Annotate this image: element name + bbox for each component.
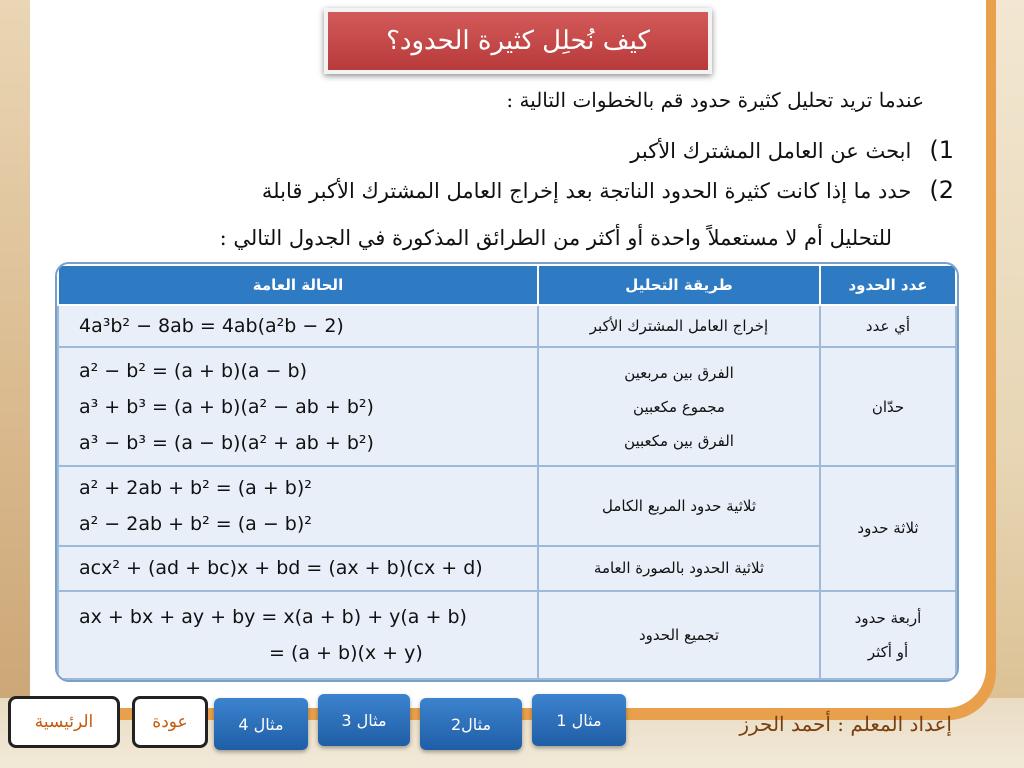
formulas-perfect-square	[58, 466, 538, 546]
step-2-continuation: للتحليل أم لا مستعملاًَ واحدة أو أكثر من الطرائق المذكورة في الجدول التالي :	[219, 226, 892, 250]
step-2-text: حدد ما إذا كانت كثيرة الحدود الناتجة بعد إخراج العامل المشترك الأكبر قابلة	[261, 179, 912, 203]
count-four-line1: أربعة حدود	[854, 608, 922, 627]
formulas-grouping	[58, 591, 538, 680]
factoring-table	[55, 262, 959, 682]
formula-sum-cubes: a³ + b³ = (a + b)(a² − ab + b²)	[79, 395, 374, 418]
intro-text: عندما تريد تحليل كثيرة حدود قم بالخطوات التالية :	[506, 88, 924, 112]
count-any: أي عدد	[820, 305, 956, 347]
step-2	[262, 176, 954, 204]
table-row	[58, 305, 956, 347]
count-four-line2: أو أكثر	[867, 642, 909, 661]
example-4-button[interactable]: مثال 4	[214, 698, 308, 750]
method-gcf: إخراج العامل المشترك الأكبر	[538, 305, 820, 347]
formula-grouping-1: ax + bx + ay + by = x(a + b) + y(a + b)	[79, 605, 467, 628]
method-grouping: تجميع الحدود	[538, 591, 820, 680]
method-general-trinomial: ثلاثية الحدود بالصورة العامة	[538, 546, 820, 590]
page-title: كيف نُحلِل كثيرة الحدود؟	[324, 8, 712, 74]
formulas-two	[58, 347, 538, 466]
count-four	[820, 591, 956, 680]
step-1-text: ابحث عن العامل المشترك الأكبر	[630, 139, 912, 163]
table-row	[58, 591, 956, 680]
step-1	[630, 136, 954, 164]
method-perfect-square: ثلاثية حدود المربع الكامل	[538, 466, 820, 546]
table-row	[58, 466, 956, 546]
method-diff-cubes: الفرق بين مكعبين	[624, 431, 734, 450]
teacher-credit: إعداد المعلم : أحمد الحرز	[739, 712, 952, 736]
methods-two	[538, 347, 820, 466]
example-1-button[interactable]: مثال 1	[532, 694, 626, 746]
method-sum-cubes: مجموع مكعبين	[633, 397, 725, 416]
example-3-button[interactable]: مثال 3	[318, 694, 410, 746]
formula-square-plus: a² + 2ab + b² = (a + b)²	[79, 477, 312, 500]
header-count: عدد الحدود	[820, 265, 956, 305]
step-1-number: 1)	[929, 136, 954, 164]
formula-diff-cubes: a³ − b³ = (a − b)(a² + ab + b²)	[79, 431, 374, 454]
formula-diff-squares: a² − b² = (a + b)(a − b)	[79, 359, 307, 382]
formula-general-trinomial: acx² + (ad + bc)x + bd = (ax + b)(cx + d)	[58, 546, 538, 590]
back-button[interactable]: عودة	[132, 696, 208, 748]
header-general: الحالة العامة	[58, 265, 538, 305]
home-button[interactable]: الرئيسية	[8, 696, 120, 748]
header-method: طريقة التحليل	[538, 265, 820, 305]
table-row	[58, 347, 956, 466]
count-two: حدّان	[820, 347, 956, 466]
method-diff-squares: الفرق بين مربعين	[624, 363, 734, 382]
formula-grouping-2: = (a + b)(x + y)	[269, 641, 423, 664]
example-2-button[interactable]: مثال2	[420, 698, 522, 750]
formula-gcf: 4a³b² − 8ab = 4ab(a²b − 2)	[58, 305, 538, 347]
step-2-number: 2)	[929, 176, 954, 204]
formula-square-minus: a² − 2ab + b² = (a − b)²	[79, 513, 312, 536]
count-three: ثلاثة حدود	[820, 466, 956, 591]
